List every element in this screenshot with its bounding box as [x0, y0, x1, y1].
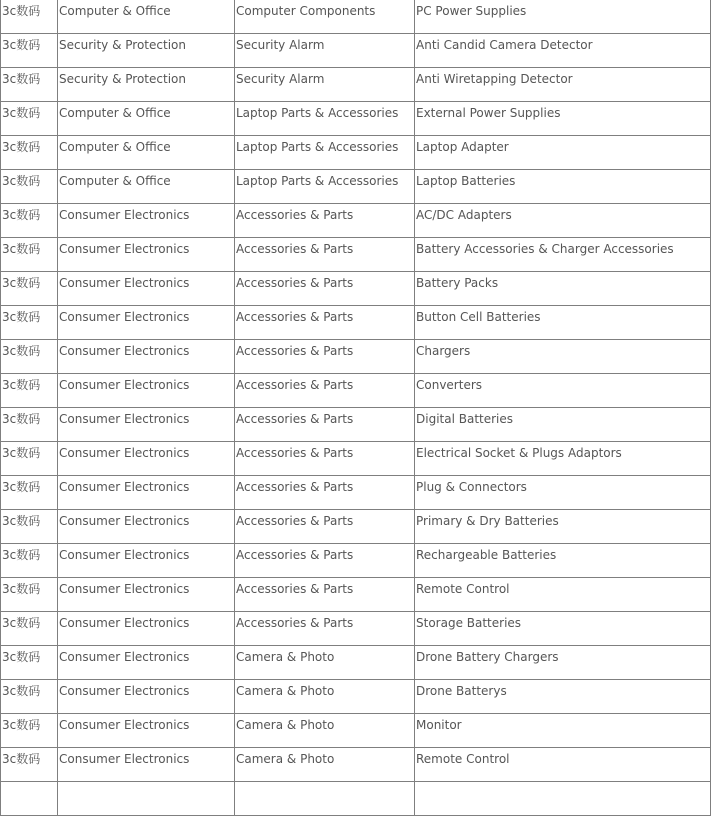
subcategory-cell: Accessories & Parts [235, 510, 415, 544]
store-cell: 3c数码 [1, 136, 58, 170]
store-cell: 3c数码 [1, 374, 58, 408]
category-cell: Security & Protection [58, 34, 235, 68]
category-cell: Consumer Electronics [58, 442, 235, 476]
table-row [1, 544, 711, 578]
store-cell: 3c数码 [1, 204, 58, 238]
item-cell [415, 782, 711, 816]
subcategory-cell: Accessories & Parts [235, 612, 415, 646]
table-body [1, 0, 711, 816]
subcategory-cell: Accessories & Parts [235, 442, 415, 476]
store-cell: 3c数码 [1, 34, 58, 68]
category-cell: Consumer Electronics [58, 238, 235, 272]
store-cell: 3c数码 [1, 170, 58, 204]
store-cell: 3c数码 [1, 102, 58, 136]
table-row [1, 578, 711, 612]
category-cell: Consumer Electronics [58, 544, 235, 578]
subcategory-cell: Camera & Photo [235, 714, 415, 748]
subcategory-cell: Accessories & Parts [235, 238, 415, 272]
category-cell: Consumer Electronics [58, 714, 235, 748]
store-cell: 3c数码 [1, 544, 58, 578]
category-cell: Consumer Electronics [58, 408, 235, 442]
table-row [1, 374, 711, 408]
category-cell: Consumer Electronics [58, 510, 235, 544]
table-row [1, 714, 711, 748]
subcategory-cell: Accessories & Parts [235, 204, 415, 238]
table-row [1, 34, 711, 68]
subcategory-cell: Accessories & Parts [235, 272, 415, 306]
item-cell: Battery Accessories & Charger Accessories [415, 238, 711, 272]
store-cell: 3c数码 [1, 68, 58, 102]
item-cell: AC/DC Adapters [415, 204, 711, 238]
table-row [1, 306, 711, 340]
subcategory-cell: Laptop Parts & Accessories [235, 170, 415, 204]
category-cell: Computer & Office [58, 102, 235, 136]
category-cell: Consumer Electronics [58, 680, 235, 714]
table-row [1, 442, 711, 476]
table-row [1, 612, 711, 646]
subcategory-cell: Laptop Parts & Accessories [235, 136, 415, 170]
store-cell: 3c数码 [1, 238, 58, 272]
item-cell: Remote Control [415, 748, 711, 782]
category-cell: Consumer Electronics [58, 578, 235, 612]
subcategory-cell: Accessories & Parts [235, 544, 415, 578]
category-cell: Consumer Electronics [58, 306, 235, 340]
item-cell: Digital Batteries [415, 408, 711, 442]
table-row [1, 68, 711, 102]
item-cell: Monitor [415, 714, 711, 748]
item-cell: Drone Battery Chargers [415, 646, 711, 680]
table-row [1, 272, 711, 306]
item-cell: External Power Supplies [415, 102, 711, 136]
store-cell: 3c数码 [1, 612, 58, 646]
item-cell: PC Power Supplies [415, 0, 711, 34]
table-row [1, 0, 711, 34]
item-cell: Chargers [415, 340, 711, 374]
subcategory-cell: Accessories & Parts [235, 340, 415, 374]
table-row [1, 748, 711, 782]
subcategory-cell: Security Alarm [235, 68, 415, 102]
store-cell: 3c数码 [1, 578, 58, 612]
subcategory-cell: Camera & Photo [235, 748, 415, 782]
store-cell: 3c数码 [1, 306, 58, 340]
table-row [1, 646, 711, 680]
item-cell: Remote Control [415, 578, 711, 612]
category-cell: Consumer Electronics [58, 646, 235, 680]
table-row [1, 510, 711, 544]
table-row [1, 102, 711, 136]
item-cell: Converters [415, 374, 711, 408]
item-cell: Storage Batteries [415, 612, 711, 646]
store-cell: 3c数码 [1, 714, 58, 748]
subcategory-cell: Accessories & Parts [235, 374, 415, 408]
subcategory-cell: Accessories & Parts [235, 306, 415, 340]
item-cell: Primary & Dry Batteries [415, 510, 711, 544]
table-row [1, 340, 711, 374]
table-row [1, 680, 711, 714]
category-cell: Security & Protection [58, 68, 235, 102]
subcategory-cell: Accessories & Parts [235, 408, 415, 442]
store-cell: 3c数码 [1, 340, 58, 374]
store-cell: 3c数码 [1, 442, 58, 476]
table-row [1, 238, 711, 272]
table-row [1, 782, 711, 816]
item-cell: Plug & Connectors [415, 476, 711, 510]
store-cell: 3c数码 [1, 748, 58, 782]
store-cell [1, 782, 58, 816]
store-cell: 3c数码 [1, 408, 58, 442]
item-cell: Button Cell Batteries [415, 306, 711, 340]
subcategory-cell: Laptop Parts & Accessories [235, 102, 415, 136]
store-cell: 3c数码 [1, 0, 58, 34]
category-cell: Consumer Electronics [58, 204, 235, 238]
subcategory-cell: Camera & Photo [235, 646, 415, 680]
item-cell: Electrical Socket & Plugs Adaptors [415, 442, 711, 476]
category-cell: Consumer Electronics [58, 272, 235, 306]
item-cell: Drone Batterys [415, 680, 711, 714]
table-row [1, 204, 711, 238]
category-cell: Consumer Electronics [58, 476, 235, 510]
item-cell: Battery Packs [415, 272, 711, 306]
category-cell: Consumer Electronics [58, 748, 235, 782]
store-cell: 3c数码 [1, 476, 58, 510]
subcategory-cell: Accessories & Parts [235, 578, 415, 612]
store-cell: 3c数码 [1, 510, 58, 544]
category-cell: Computer & Office [58, 0, 235, 34]
category-cell: Computer & Office [58, 170, 235, 204]
category-cell: Consumer Electronics [58, 374, 235, 408]
subcategory-cell: Security Alarm [235, 34, 415, 68]
item-cell: Anti Wiretapping Detector [415, 68, 711, 102]
table-row [1, 408, 711, 442]
item-cell: Anti Candid Camera Detector [415, 34, 711, 68]
subcategory-cell: Computer Components [235, 0, 415, 34]
store-cell: 3c数码 [1, 272, 58, 306]
table-row [1, 170, 711, 204]
table-row [1, 136, 711, 170]
item-cell: Laptop Batteries [415, 170, 711, 204]
store-cell: 3c数码 [1, 646, 58, 680]
category-cell: Computer & Office [58, 136, 235, 170]
subcategory-cell: Accessories & Parts [235, 476, 415, 510]
subcategory-cell: Camera & Photo [235, 680, 415, 714]
item-cell: Rechargeable Batteries [415, 544, 711, 578]
category-cell [58, 782, 235, 816]
table-row [1, 476, 711, 510]
category-cell: Consumer Electronics [58, 340, 235, 374]
store-cell: 3c数码 [1, 680, 58, 714]
item-cell: Laptop Adapter [415, 136, 711, 170]
subcategory-cell [235, 782, 415, 816]
category-cell: Consumer Electronics [58, 612, 235, 646]
